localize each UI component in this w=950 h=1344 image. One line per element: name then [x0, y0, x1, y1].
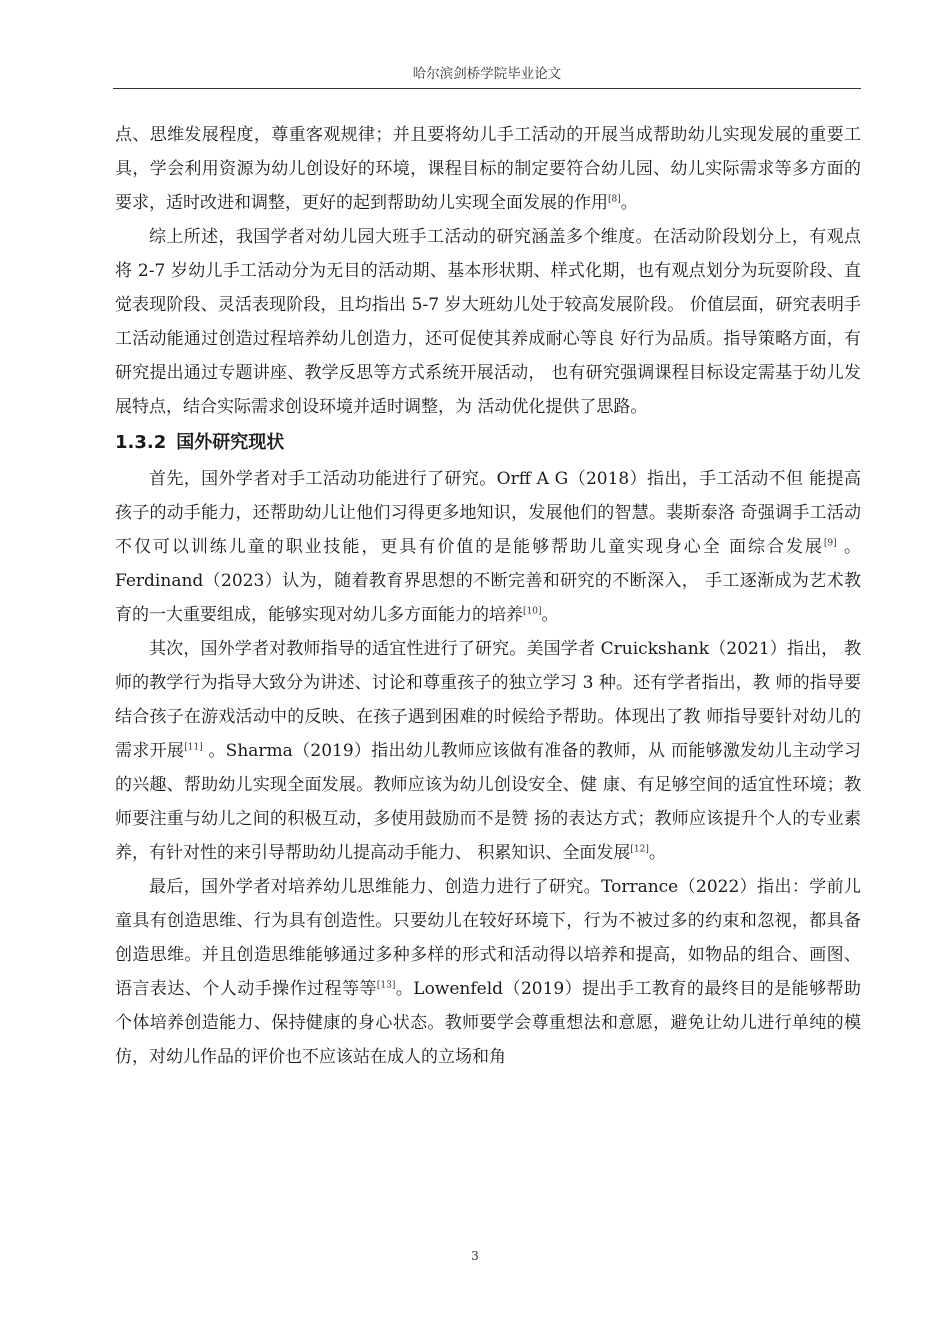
paragraph — [115, 220, 861, 424]
paragraph-text: 。Lowenfeld（2019）提出手工教育的最终目的是能够帮助个体培养创造能力、保持健康的身心状态。教师要学会尊重想法和意愿，避免让幼儿进行单纯的模仿，对幼儿作品的评价也不应该站在成人的立场和角 — [115, 979, 861, 1067]
section-number: 1.3.2 — [115, 432, 167, 453]
page-header: 哈尔滨剑桥学院毕业论文 — [412, 66, 562, 82]
paragraph — [115, 118, 861, 220]
page-body — [115, 118, 861, 1074]
citation[interactable]: [12] — [630, 844, 649, 855]
paragraph — [115, 462, 861, 632]
paragraph-text: 。 — [541, 605, 559, 625]
paragraph-text: 点、思维发展程度，尊重客观规律；并且要将幼儿手工活动的开展当成帮助幼儿实现发展的重要工具，学会利用资源为幼儿创设好的环境，课程目标的制定要符合幼儿园、幼儿实际需求等多方面的要求，适时改进和调整，更好的起到帮助幼儿实现全面发展的作用 — [115, 125, 861, 213]
citation[interactable]: [9] — [823, 538, 837, 549]
citation[interactable]: [11] — [184, 742, 203, 753]
paragraph-text: 。Ferdinand（2023）认为，随着教育界思想的不断完善和研究的不断深入， 手工逐渐成为艺术教育的一大重要组成，能够实现对幼儿多方面能力的培养 — [115, 537, 862, 625]
section-heading — [115, 424, 861, 462]
citation[interactable]: [10] — [523, 606, 542, 617]
paragraph — [115, 870, 861, 1074]
citation[interactable]: [13] — [376, 980, 396, 991]
paragraph-text: 。 — [620, 193, 638, 213]
header-divider — [113, 88, 861, 89]
paragraph-text: 首先，国外学者对手工活动功能进行了研究。Orff A G（2018）指出，手工活动不但 能提高孩子的动手能力，还帮助幼儿让他们习得更多地知识，发展他们的智慧。裴斯泰洛 奇强调手工活动不仅可以训练儿童的职业技能，更具有价值的是能够帮助儿童实现身心全 面综合发展 — [115, 469, 861, 557]
page-number: 3 — [471, 1249, 479, 1263]
paragraph — [115, 632, 861, 870]
section-title: 国外研究现状 — [176, 432, 285, 453]
paragraph-text: 其次，国外学者对教师指导的适宜性进行了研究。美国学者 Cruickshank（2021）指出， 教师的教学行为指导大致分为讲述、讨论和尊重孩子的独立学习 3 种。还有学者指出，教 师的指导要结合孩子在游戏活动中的反映、在孩子遇到困难的时候给予帮助。体现出了教 师指导要针对幼儿的需求开展 — [115, 639, 861, 761]
citation[interactable]: [8] — [608, 194, 621, 205]
paragraph-text: 最后，国外学者对培养幼儿思维能力、创造力进行了研究。Torrance（2022）指出：学前儿童具有创造思维、行为具有创造性。只要幼儿在较好环境下，行为不被过多的约束和忽视，都具备创造思维。并且创造思维能够通过多种多样的形式和活动得以培养和提高，如物品的组合、画图、语言表达、个人动手操作过程等等 — [115, 877, 861, 999]
paragraph-text: 。Sharma（2019）指出幼儿教师应该做有准备的教师，从 而能够激发幼儿主动学习的兴趣、帮助幼儿实现全面发展。教师应该为幼儿创设安全、健 康、有足够空间的适宜性环境；教师要注重与幼儿之间的积极互动，多使用鼓励而不是赞 扬的表达方式；教师应该提升个人的专业素养，有针对性的来引导帮助幼儿提高动手能力、 积累知识、全面发展 — [115, 741, 862, 863]
paragraph-text: 综上所述，我国学者对幼儿园大班手工活动的研究涵盖多个维度。在活动阶段划分上，有观点将 2-7 岁幼儿手工活动分为无目的活动期、基本形状期、样式化期，也有观点划分为玩耍阶段、直觉表现阶段、灵活表现阶段，且均指出 5-7 岁大班幼儿处于较高发展阶段。 价值层面，研究表明手工活动能通过创造过程培养幼儿创造力，还可促使其养成耐心等良 好行为品质。指导策略方面，有研究提出通过专题讲座、教学反思等方式系统开展活动， 也有研究强调课程目标设定需基于幼儿发展特点，结合实际需求创设环境并适时调整，为 活动优化提供了思路。 — [115, 227, 861, 417]
paragraph-text: 。 — [648, 843, 666, 863]
